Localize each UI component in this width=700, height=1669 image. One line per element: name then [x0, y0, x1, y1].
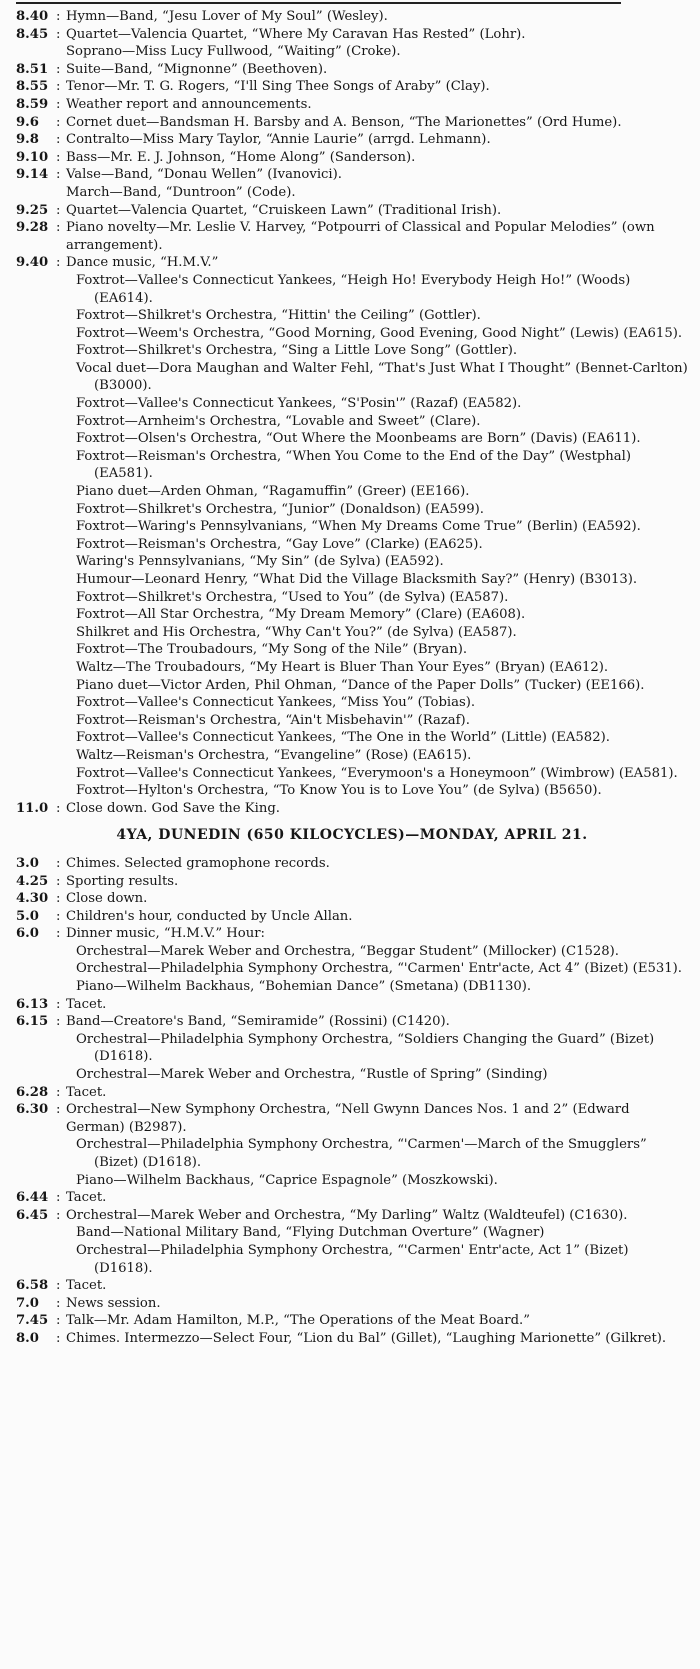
item-text: Foxtrot—Vallee's Connecticut Yankees, “Everymoon's a Honeymoon” (Wimbrow) (EA581). — [76, 765, 678, 781]
programme-item — [16, 360, 688, 395]
programme-item — [16, 26, 688, 44]
time-label: 8.51 — [16, 61, 49, 77]
item-text: Foxtrot—Vallee's Connecticut Yankees, “The One in the World” (Little) (EA582). — [76, 730, 610, 746]
time-label: 6.58 — [16, 1278, 49, 1294]
time-separator: : — [56, 996, 61, 1012]
programme-item — [16, 272, 688, 307]
programme-item — [16, 254, 688, 272]
item-text: Bass—Mr. E. J. Johnson, “Home Along” (Sanderson). — [66, 149, 416, 165]
programme-item — [16, 925, 688, 943]
time-label: 9.8 — [16, 132, 39, 148]
time-label: 7.0 — [16, 1295, 39, 1311]
item-text: Foxtrot—Shilkret's Orchestra, “Sing a Little Love Song” (Gottler). — [76, 343, 518, 359]
programme-item — [16, 43, 688, 61]
item-text: Piano—Wilhelm Backhaus, “Caprice Espagnole” (Moszkowski). — [76, 1172, 498, 1188]
programme-item — [16, 114, 688, 132]
item-text: Tacet. — [66, 996, 107, 1012]
programme-item — [16, 518, 688, 536]
programme-item — [16, 996, 688, 1014]
item-text: Tacet. — [66, 1084, 107, 1100]
programme-item — [16, 960, 688, 978]
item-text: Tenor—Mr. T. G. Rogers, “I'll Sing Thee Songs of Araby” (Clay). — [66, 79, 490, 95]
programme-list-evening — [16, 8, 688, 817]
programme-page — [0, 2, 700, 1348]
time-label: 9.10 — [16, 149, 49, 165]
top-rule — [16, 2, 621, 4]
item-text: Dance music, “H.M.V.” — [66, 255, 219, 271]
item-text: Foxtrot—Waring's Pennsylvanians, “When My Dreams Come True” (Berlin) (EA592). — [76, 519, 641, 535]
item-text: Foxtrot—Olsen's Orchestra, “Out Where the Moonbeams are Born” (Davis) (EA611). — [76, 431, 641, 447]
programme-item — [16, 765, 688, 783]
time-separator: : — [56, 149, 61, 165]
item-text: Piano—Wilhelm Backhaus, “Bohemian Dance” (Smetana) (DB1130). — [76, 979, 532, 995]
time-separator: : — [56, 9, 61, 24]
time-separator: : — [56, 1102, 61, 1118]
programme-item — [16, 1189, 688, 1207]
programme-item — [16, 694, 688, 712]
programme-item — [16, 677, 688, 695]
item-text: Foxtrot—Reisman's Orchestra, “Gay Love” (Clarke) (EA625). — [76, 536, 483, 552]
time-separator: : — [56, 220, 61, 236]
programme-item — [16, 1312, 688, 1330]
time-separator: : — [56, 1330, 61, 1346]
time-separator: : — [56, 855, 61, 871]
programme-item — [16, 659, 688, 677]
item-text: Orchestral—Marek Weber and Orchestra, “Beggar Student” (Millocker) (C1528). — [76, 943, 619, 959]
time-label: 6.45 — [16, 1207, 49, 1223]
time-separator: : — [56, 1313, 61, 1329]
programme-item — [16, 483, 688, 501]
item-text: Band—National Military Band, “Flying Dutchman Overture” (Wagner) — [76, 1225, 545, 1241]
item-text: Piano novelty—Mr. Leslie V. Harvey, “Potpourri of Classical and Popular Melodies” (own arrangement). — [66, 220, 655, 253]
time-label: 7.45 — [16, 1313, 49, 1329]
item-text: Quartet—Valencia Quartet, “Where My Caravan Has Rested” (Lohr). — [66, 26, 526, 42]
programme-list-4ya — [16, 855, 688, 1348]
item-text: Orchestral—Philadelphia Symphony Orchestra, “'Carmen' Entr'acte, Act 1” (Bizet) (D1618). — [76, 1242, 629, 1276]
time-label: 8.55 — [16, 79, 49, 95]
item-text: Foxtrot—The Troubadours, “My Song of the Nile” (Bryan). — [76, 642, 468, 658]
programme-item — [16, 413, 688, 431]
item-text: Orchestral—Philadelphia Symphony Orchestra, “'Carmen' Entr'acte, Act 4” (Bizet) (E531). — [76, 961, 682, 977]
programme-item — [16, 342, 688, 360]
programme-item — [16, 149, 688, 167]
time-separator: : — [56, 1278, 61, 1294]
time-label: 9.6 — [16, 114, 39, 130]
programme-item — [16, 1066, 688, 1084]
item-text: Foxtrot—Shilkret's Orchestra, “Junior” (Donaldson) (EA599). — [76, 501, 484, 517]
time-label: 5.0 — [16, 908, 39, 924]
item-text: Piano duet—Arden Ohman, “Ragamuffin” (Greer) (EE166). — [76, 484, 470, 500]
programme-item — [16, 624, 688, 642]
item-text: Cornet duet—Bandsman H. Barsby and A. Benson, “The Marionettes” (Ord Hume). — [66, 114, 622, 130]
programme-item — [16, 395, 688, 413]
programme-item — [16, 219, 688, 254]
time-separator: : — [56, 1295, 61, 1311]
time-label: 3.0 — [16, 855, 39, 871]
programme-item — [16, 943, 688, 961]
programme-item — [16, 1224, 688, 1242]
time-label: 8.45 — [16, 26, 49, 42]
time-label: 9.14 — [16, 167, 49, 183]
station-heading: 4YA, DUNEDIN (650 KILOCYCLES)—MONDAY, APRIL 21. — [116, 827, 588, 844]
item-text: Orchestral—Philadelphia Symphony Orchestra, “'Carmen'—March of the Smugglers” (Bizet) (D1618). — [76, 1137, 647, 1170]
time-label: 6.0 — [16, 926, 39, 942]
time-separator: : — [56, 26, 61, 42]
time-separator: : — [56, 1014, 61, 1030]
time-label: 6.28 — [16, 1084, 49, 1100]
item-text: Quartet—Valencia Quartet, “Cruiskeen Lawn” (Traditional Irish). — [66, 202, 502, 218]
item-text: Suite—Band, “Mignonne” (Beethoven). — [66, 61, 328, 77]
time-separator: : — [56, 96, 61, 112]
programme-item — [16, 61, 688, 79]
programme-item — [16, 908, 688, 926]
time-separator: : — [56, 1207, 61, 1223]
item-text: Foxtrot—Reisman's Orchestra, “When You Come to the End of the Day” (Westphal) (EA581). — [76, 448, 632, 482]
time-separator: : — [56, 79, 61, 95]
programme-item — [16, 78, 688, 96]
item-text: Waltz—Reisman's Orchestra, “Evangeline” (Rose) (EA615). — [76, 747, 472, 763]
programme-item — [16, 890, 688, 908]
programme-item — [16, 1295, 688, 1313]
item-text: Close down. — [66, 891, 148, 907]
item-text: Tacet. — [66, 1278, 107, 1294]
item-text: Waring's Pennsylvanians, “My Sin” (de Sylva) (EA592). — [76, 554, 444, 570]
item-text: March—Band, “Duntroon” (Code). — [66, 184, 296, 200]
time-separator: : — [56, 1084, 61, 1100]
programme-item — [16, 8, 688, 26]
time-label: 8.40 — [16, 9, 49, 24]
time-separator: : — [56, 202, 61, 218]
programme-item — [16, 712, 688, 730]
programme-item — [16, 1031, 688, 1066]
time-separator: : — [56, 255, 61, 271]
programme-item — [16, 782, 688, 800]
item-text: Foxtrot—Arnheim's Orchestra, “Lovable and Sweet” (Clare). — [76, 413, 481, 429]
item-text: Orchestral—New Symphony Orchestra, “Nell Gwynn Dances Nos. 1 and 2” (Edward German) (B2987). — [66, 1102, 630, 1135]
time-label: 8.0 — [16, 1330, 39, 1346]
time-separator: : — [56, 908, 61, 924]
item-text: Vocal duet—Dora Maughan and Walter Fehl, “That's Just What I Thought” (Bennet-Carlton) (B3000). — [76, 360, 688, 394]
programme-item — [16, 571, 688, 589]
programme-item — [16, 1277, 688, 1295]
programme-item — [16, 1084, 688, 1102]
item-text: Sporting results. — [66, 873, 179, 889]
programme-item — [16, 1013, 688, 1031]
programme-item — [16, 606, 688, 624]
programme-item — [16, 307, 688, 325]
item-text: Close down. God Save the King. — [66, 800, 280, 816]
time-label: 6.30 — [16, 1102, 49, 1118]
programme-item — [16, 641, 688, 659]
time-separator: : — [56, 800, 61, 816]
item-text: Chimes. Intermezzo—Select Four, “Lion du Bal” (Gillet), “Laughing Marionette” (Gilkret). — [66, 1330, 667, 1346]
time-separator: : — [56, 873, 61, 889]
item-text: Orchestral—Marek Weber and Orchestra, “Rustle of Spring” (Sinding) — [76, 1067, 548, 1083]
item-text: Orchestral—Philadelphia Symphony Orchestra, “Soldiers Changing the Guard” (Bizet) (D1618). — [76, 1031, 655, 1065]
time-separator: : — [56, 1190, 61, 1206]
time-separator: : — [56, 61, 61, 77]
programme-item — [16, 1242, 688, 1277]
item-text: Foxtrot—Shilkret's Orchestra, “Used to You” (de Sylva) (EA587). — [76, 589, 509, 605]
item-text: Foxtrot—Vallee's Connecticut Yankees, “S'Posin'” (Razaf) (EA582). — [76, 396, 522, 412]
item-text: Contralto—Miss Mary Taylor, “Annie Laurie” (arrgd. Lehmann). — [66, 132, 491, 148]
item-text: Soprano—Miss Lucy Fullwood, “Waiting” (Croke). — [66, 44, 401, 60]
item-text: Band—Creatore's Band, “Semiramide” (Rossini) (C1420). — [66, 1014, 450, 1030]
programme-item — [16, 202, 688, 220]
item-text: Humour—Leonard Henry, “What Did the Village Blacksmith Say?” (Henry) (B3013). — [76, 572, 638, 587]
item-text: Tacet. — [66, 1190, 107, 1206]
item-text: Orchestral—Marek Weber and Orchestra, “My Darling” Waltz (Waldteufel) (C1630). — [66, 1207, 628, 1223]
item-text: Foxtrot—Shilkret's Orchestra, “Hittin' the Ceiling” (Gottler). — [76, 308, 481, 324]
programme-item — [16, 430, 688, 448]
time-label: 6.15 — [16, 1014, 49, 1030]
programme-item — [16, 1101, 688, 1136]
time-label: 9.25 — [16, 202, 49, 218]
item-text: Foxtrot—All Star Orchestra, “My Dream Memory” (Clare) (EA608). — [76, 607, 526, 623]
time-label: 8.59 — [16, 96, 49, 112]
time-label: 6.13 — [16, 996, 49, 1012]
programme-item — [16, 978, 688, 996]
programme-item — [16, 536, 688, 554]
programme-item — [16, 747, 688, 765]
time-separator: : — [56, 114, 61, 130]
programme-item — [16, 166, 688, 184]
programme-item — [16, 553, 688, 571]
programme-item — [16, 800, 688, 818]
time-label: 11.0 — [16, 800, 49, 816]
programme-item — [16, 131, 688, 149]
time-label: 9.40 — [16, 255, 49, 271]
item-text: Children's hour, conducted by Uncle Allan. — [66, 908, 353, 924]
time-label: 9.28 — [16, 220, 49, 236]
programme-item — [16, 448, 688, 483]
item-text: Hymn—Band, “Jesu Lover of My Soul” (Wesley). — [66, 9, 388, 24]
item-text: Foxtrot—Weem's Orchestra, “Good Morning, Good Evening, Good Night” (Lewis) (EA615). — [76, 325, 683, 341]
programme-item — [16, 1172, 688, 1190]
programme-item — [16, 1207, 688, 1225]
item-text: Dinner music, “H.M.V.” Hour: — [66, 926, 265, 942]
item-text: Weather report and announcements. — [66, 96, 312, 112]
item-text: Foxtrot—Vallee's Connecticut Yankees, “Miss You” (Tobias). — [76, 695, 476, 711]
programme-item — [16, 873, 688, 891]
item-text: Foxtrot—Reisman's Orchestra, “Ain't Misbehavin'” (Razaf). — [76, 712, 470, 728]
programme-item — [16, 184, 688, 202]
item-text: Piano duet—Victor Arden, Phil Ohman, “Dance of the Paper Dolls” (Tucker) (EE166). — [76, 677, 645, 693]
programme-item — [16, 501, 688, 519]
time-label: 4.30 — [16, 891, 49, 907]
item-text: Talk—Mr. Adam Hamilton, M.P., “The Operations of the Meat Board.” — [66, 1313, 530, 1329]
item-text: Foxtrot—Vallee's Connecticut Yankees, “Heigh Ho! Everybody Heigh Ho!” (Woods) (EA614). — [76, 272, 631, 306]
item-text: News session. — [66, 1295, 161, 1311]
programme-item — [16, 729, 688, 747]
item-text: Valse—Band, “Donau Wellen” (Ivanovici). — [66, 167, 342, 183]
item-text: Shilkret and His Orchestra, “Why Can't You?” (de Sylva) (EA587). — [76, 624, 517, 640]
programme-item — [16, 1330, 688, 1348]
programme-item — [16, 855, 688, 873]
time-separator: : — [56, 132, 61, 148]
item-text: Waltz—The Troubadours, “My Heart is Bluer Than Your Eyes” (Bryan) (EA612). — [76, 659, 609, 675]
programme-item — [16, 589, 688, 607]
time-label: 6.44 — [16, 1190, 49, 1206]
time-separator: : — [56, 891, 61, 907]
programme-item — [16, 1136, 688, 1171]
time-separator: : — [56, 167, 61, 183]
time-label: 4.25 — [16, 873, 49, 889]
programme-item — [16, 96, 688, 114]
item-text: Foxtrot—Hylton's Orchestra, “To Know You is to Love You” (de Sylva) (B5650). — [76, 783, 602, 799]
time-separator: : — [56, 926, 61, 942]
item-text: Chimes. Selected gramophone records. — [66, 855, 330, 871]
programme-item — [16, 325, 688, 343]
